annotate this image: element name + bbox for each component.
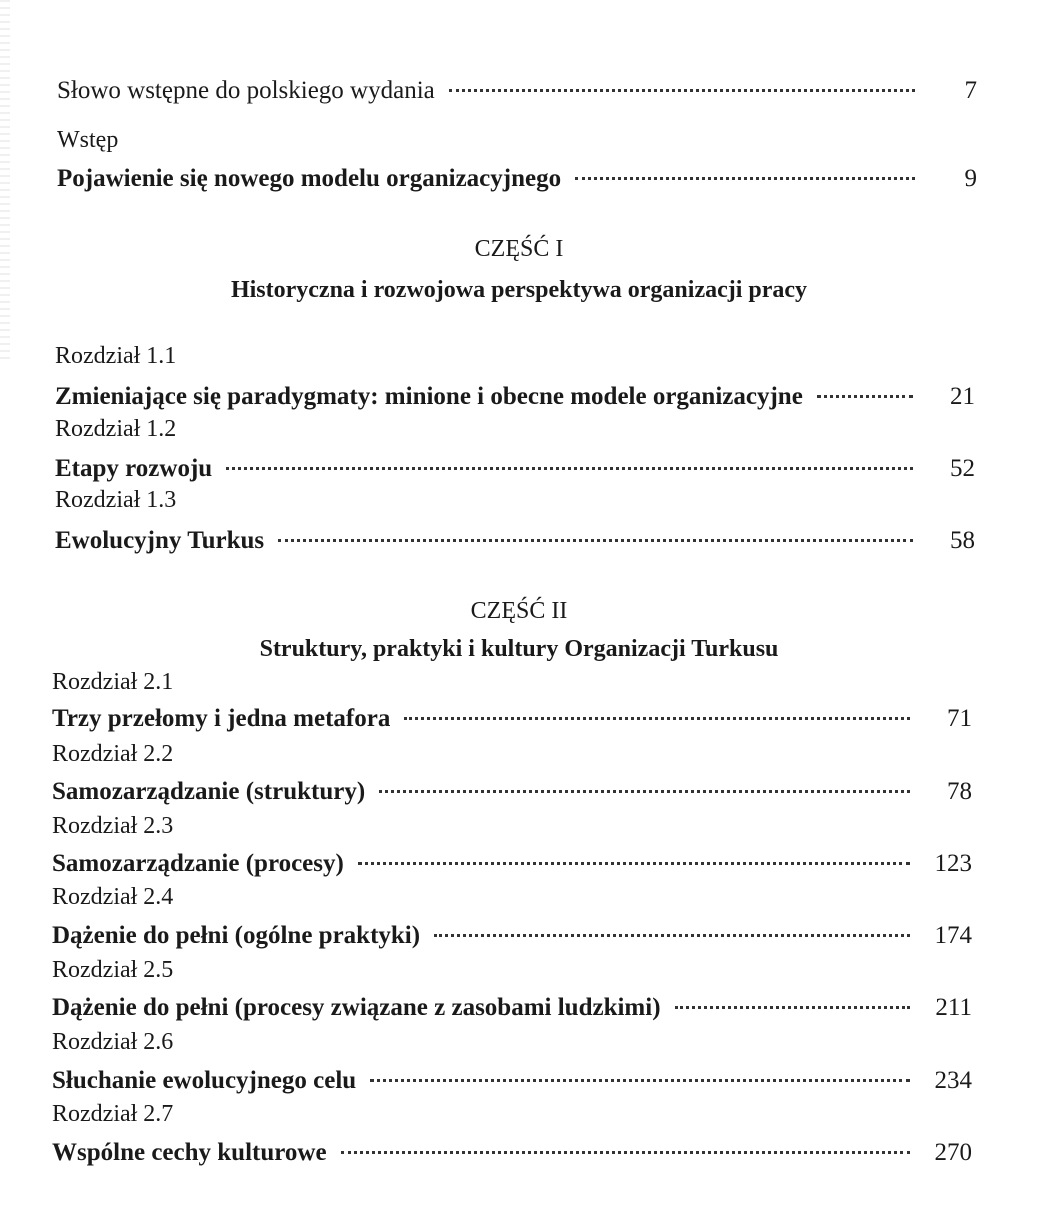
toc-entry-chapter [52,777,972,807]
toc-entry-title: Dążenie do pełni (ogólne praktyki) [52,922,421,949]
toc-entry-page: 58 [950,527,975,554]
dot-leader [675,1006,910,1009]
part-1-heading: CZĘŚĆ I [474,236,564,262]
toc-entry-title: Wspólne cechy kulturowe [52,1139,327,1166]
dot-leader [278,539,913,542]
chapter-label: Rozdział 2.3 [52,813,174,839]
dot-leader [817,395,913,398]
dot-leader [379,790,910,793]
toc-entry-title: Słowo wstępne do polskiego wydania [57,77,435,104]
toc-entry-page: 234 [934,1067,972,1094]
dot-leader [575,177,915,180]
toc-entry-chapter [55,382,975,412]
toc-entry-chapter [52,849,972,879]
chapter-label: Rozdział 2.1 [52,669,174,695]
toc-entry-foreword [57,76,977,106]
part-2-title: Struktury, praktyki i kultury Organizacji Turkusu [259,636,779,662]
part-2-heading: CZĘŚĆ II [470,598,568,624]
toc-entry-title: Ewolucyjny Turkus [55,527,265,554]
toc-entry-chapter [52,1138,972,1168]
toc-entry-title: Trzy przełomy i jedna metafora [52,705,391,732]
toc-entry-page: 174 [934,922,972,949]
dot-leader [449,89,915,92]
intro-label: Wstęp [57,127,119,153]
scan-edge-shadow [0,0,10,360]
toc-entry-chapter [55,526,975,556]
toc-entry-page: 9 [964,165,977,192]
toc-entry-title: Pojawienie się nowego modelu organizacyjnego [57,165,562,192]
toc-entry-title: Samozarządzanie (struktury) [52,778,366,805]
chapter-label: Rozdział 2.5 [52,957,174,983]
toc-entry-title: Dążenie do pełni (procesy związane z zasobami ludzkimi) [52,994,661,1021]
chapter-label: Rozdział 2.6 [52,1029,174,1055]
chapter-label: Rozdział 2.7 [52,1101,174,1127]
part-1-title: Historyczna i rozwojowa perspektywa organizacji pracy [230,277,808,303]
dot-leader [358,862,910,865]
toc-entry-page: 52 [950,455,975,482]
chapter-label: Rozdział 1.1 [55,343,177,369]
dot-leader [226,467,913,470]
toc-entry-title: Słuchanie ewolucyjnego celu [52,1067,357,1094]
toc-entry-chapter [55,454,975,484]
chapter-label: Rozdział 1.2 [55,416,177,442]
toc-entry-page: 270 [934,1139,972,1166]
toc-entry-page: 123 [934,850,972,877]
dot-leader [434,934,910,937]
toc-entry-title: Zmieniające się paradygmaty: minione i obecne modele organizacyjne [55,383,803,410]
toc-entry-chapter [52,921,972,951]
toc-entry-chapter [52,1066,972,1096]
dot-leader [370,1079,910,1082]
toc-entry-chapter [52,704,972,734]
toc-entry-page: 78 [947,778,972,805]
toc-entry-page: 211 [935,994,972,1021]
chapter-label: Rozdział 2.4 [52,884,174,910]
dot-leader [404,717,910,720]
toc-entry-page: 7 [964,77,977,104]
toc-entry-title: Etapy rozwoju [55,455,213,482]
toc-entry-page: 71 [947,705,972,732]
toc-entry-chapter [52,993,972,1023]
chapter-label: Rozdział 1.3 [55,487,177,513]
toc-entry-page: 21 [950,383,975,410]
toc-entry-title: Samozarządzanie (procesy) [52,850,344,877]
toc-entry-intro [57,164,977,194]
dot-leader [341,1151,910,1154]
chapter-label: Rozdział 2.2 [52,741,174,767]
